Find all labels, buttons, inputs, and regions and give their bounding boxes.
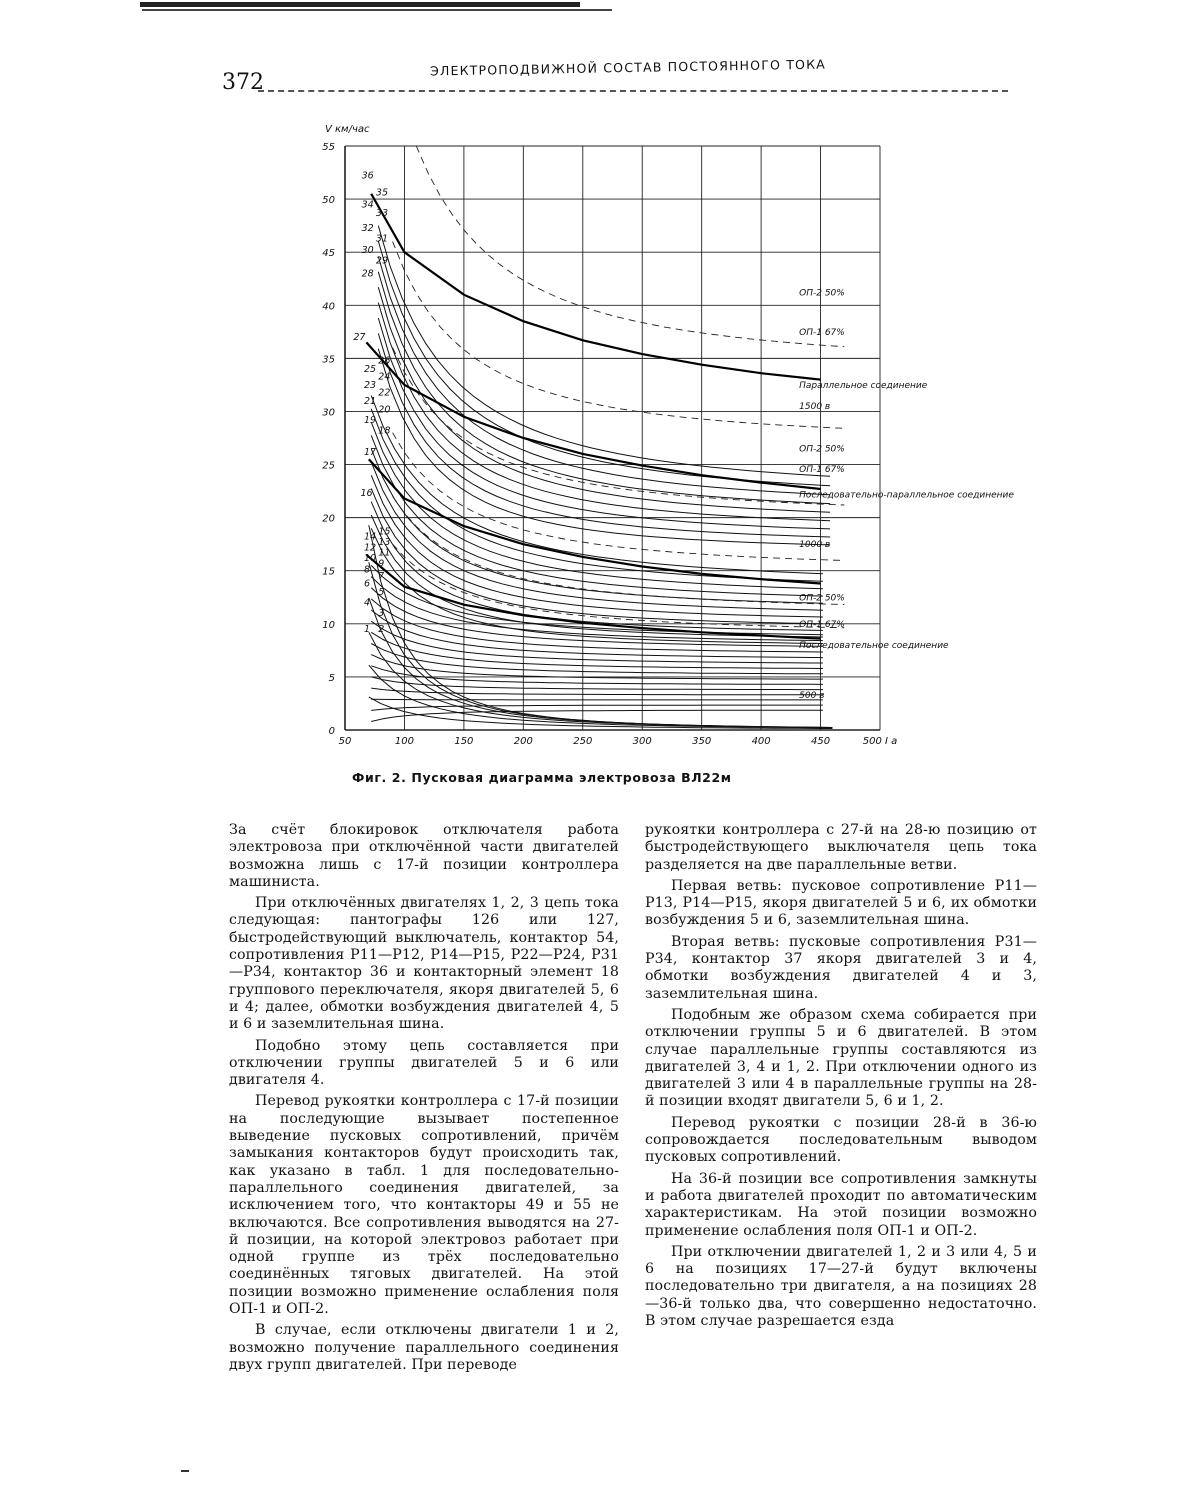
- side-label: ОП-2 50%: [799, 444, 845, 455]
- header-rule: [258, 90, 1008, 92]
- curve-label: 18: [378, 425, 391, 437]
- characteristic-curve: [371, 666, 823, 685]
- curve-label: 12: [364, 542, 377, 554]
- x-tick-label: 500 I а: [862, 736, 898, 747]
- curve-label: 9: [378, 558, 385, 570]
- characteristic-curve: [371, 422, 823, 589]
- characteristic-curve: [378, 272, 830, 504]
- x-tick-label: 100: [394, 736, 414, 747]
- y-tick-label: 10: [322, 619, 335, 631]
- characteristic-curve: [378, 287, 830, 512]
- side-label: ОП-1 67%: [799, 619, 845, 630]
- curve-label: 11: [378, 547, 391, 559]
- curve-label: 14: [364, 531, 377, 543]
- characteristic-curve: [371, 515, 823, 637]
- curve-label: 5: [378, 586, 385, 598]
- starting-diagram-chart: [290, 110, 1014, 770]
- x-tick-label: 150: [454, 736, 474, 747]
- characteristic-curve: [371, 705, 823, 710]
- automatic-characteristic: [371, 194, 820, 383]
- characteristic-curve: [378, 349, 830, 545]
- paragraph: При отключённых двигателях 1, 2, 3 цепь тока следующая: пантографы 126 или 127, быстродействующий выключатель, контактор 54, сопротивления P11—P12, P14—P15, P22—P24, P31—P34, контактор 36 и контакторный элемент 18 группового переключателя, якоря двигателей 5, 6 и 4; далее, обмотки возбуждения двигателей 4, 5 и 6 и заземлительная шина.: [229, 895, 619, 1033]
- curve-label: 4: [364, 597, 371, 609]
- characteristic-curve: [369, 525, 833, 728]
- text-column-left: [229, 822, 619, 1378]
- characteristic-curve: [369, 665, 833, 728]
- y-tick-label: 40: [322, 301, 335, 313]
- y-tick-label: 55: [322, 142, 335, 153]
- curve-label: 35: [375, 187, 389, 199]
- weakened-field-curve: [393, 544, 845, 628]
- curve-label: 31: [375, 233, 389, 245]
- curve-label: 27: [353, 332, 366, 344]
- curve-label: 30: [361, 245, 374, 257]
- text-column-right: [645, 822, 1037, 1334]
- characteristic-curve: [371, 655, 823, 680]
- curve-label: 7: [378, 571, 385, 583]
- side-label: ОП-1 67%: [799, 464, 845, 475]
- x-tick-label: 400: [751, 736, 771, 747]
- side-label: Последовательно-параллельное соединение: [799, 490, 1014, 501]
- curve-label: 17: [364, 446, 377, 458]
- curve-label: 6: [364, 578, 371, 590]
- paragraph: За счёт блокировок отключателя работа электровоза при отключённой части двигателей возможна лишь с 17-й позиции контроллера машиниста.: [229, 822, 619, 890]
- paragraph: Подобно этому цепь составляется при отключении группы двигателей 5 и 6 или двигателя 4.: [229, 1037, 619, 1089]
- characteristic-curve: [375, 241, 830, 486]
- side-label: 1500 в: [799, 402, 831, 413]
- curve-label: 29: [375, 255, 389, 267]
- starting-diagram-figure: [290, 110, 1014, 770]
- y-tick-label: 20: [322, 513, 335, 525]
- side-label: 500 в: [799, 690, 825, 701]
- curve-label: 25: [364, 363, 377, 375]
- y-tick-label: 25: [322, 460, 335, 472]
- y-tick-label: 30: [322, 407, 335, 419]
- y-tick-label: 50: [322, 195, 335, 207]
- side-label: Последовательное соединение: [799, 641, 949, 652]
- scan-edge-mark: [140, 2, 580, 7]
- y-axis-label: V км/час: [325, 124, 370, 135]
- curve-label: 10: [364, 552, 377, 564]
- page-number: 372: [222, 70, 264, 95]
- scan-edge-mark: [142, 9, 612, 11]
- paragraph: рукоятки контроллера с 27-й на 28-ю позицию от быстродействующего выключателя цепь тока разделяется на две параллельные ветви.: [645, 822, 1037, 873]
- curve-label: 34: [361, 199, 374, 211]
- paragraph: В случае, если отключены двигатели 1 и 2, возможно получение параллельного соединения двух групп двигателей. При переводе: [229, 1322, 619, 1373]
- curve-label: 15: [378, 526, 391, 538]
- paragraph: Перевод рукоятки контроллера с 17-й позиции на последующие вызывает постепенное выведение пусковых сопротивлений, причём замыкания контакторов будут происходить так, как указано в табл. 1 для последовательно-параллельного соединения двигателей, за исключением того, что контакторы 49 и 55 не включаются. Все сопротивления выводятся на 27-й позиции, на которой электровоз работает при одной группе из трёх последовательно соединённых тяговых двигателей. На этой позиции возможно применение ослабления поля ОП-1 и ОП-2.: [229, 1093, 619, 1318]
- running-head: ЭЛЕКТРОПОДВИЖНОЙ СОСТАВ ПОСТОЯННОГО ТОКА: [429, 56, 827, 79]
- figure-caption: Фиг. 2. Пусковая диаграмма электровоза ВЛ22м: [352, 770, 732, 785]
- side-label: ОП-2 50%: [799, 593, 845, 604]
- curve-label: 28: [361, 268, 374, 280]
- x-tick-label: 200: [513, 736, 533, 747]
- paragraph: На 36-й позиции все сопротивления замкнуты и работа двигателей проходит по автоматическим характеристикам. На этой позиции возможно применение ослабления поля ОП-1 и ОП-2.: [645, 1170, 1037, 1239]
- stray-mark: [181, 1470, 189, 1472]
- side-label: ОП-1 67%: [799, 327, 845, 338]
- curve-label: 16: [360, 488, 373, 500]
- curve-label: 2: [378, 624, 385, 636]
- x-tick-label: 300: [632, 736, 652, 747]
- curve-label: 32: [361, 222, 374, 234]
- curve-label: 8: [364, 564, 371, 576]
- curve-label: 22: [378, 387, 391, 399]
- weakened-field-curve: [416, 146, 844, 347]
- y-tick-label: 15: [322, 566, 335, 578]
- characteristic-curve: [371, 409, 823, 582]
- curve-label: 24: [378, 371, 391, 383]
- curve-label: 1: [364, 624, 371, 636]
- weakened-field-curve: [393, 242, 845, 429]
- paragraph: Вторая ветвь: пусковые сопротивления P31—P34, контактор 37 якоря двигателей 3 и 4, обмотки возбуждения двигателей 4 и 3, заземлительная шина.: [645, 933, 1037, 1002]
- curve-label: 26: [378, 355, 391, 367]
- x-tick-label: 250: [573, 736, 593, 747]
- curve-label: 36: [361, 170, 374, 182]
- x-tick-label: 50: [338, 736, 352, 747]
- paragraph: Подобным же образом схема собирается при отключении группы 5 и 6 двигателей. В этом случае параллельные группы составляются из двигателей 3, 4 и 1, 2. При отключении одного из двигателей 3 или 4 в параллельные группы на 28-й позиции входят двигатели 5, 6 и 1, 2.: [645, 1006, 1037, 1110]
- paragraph: При отключении двигателей 1, 2 и 3 или 4, 5 и 6 на позициях 17—27-й будут включены последовательно три двигателя, а на позициях 28—36-й только два, что совершенно недостаточно. В этом случае разрешается езда: [645, 1243, 1037, 1330]
- y-tick-label: 35: [322, 354, 335, 366]
- characteristic-curve: [371, 710, 823, 721]
- curve-label: 20: [378, 404, 391, 416]
- curve-label: 3: [378, 608, 385, 620]
- paragraph: Первая ветвь: пусковое сопротивление P11—P13, P14—P15, якоря двигателей 5 и 6, их обмотки возбуждения 5 и 6, заземлительная шина.: [645, 877, 1037, 929]
- x-tick-label: 450: [811, 736, 831, 747]
- characteristic-curve: [378, 318, 830, 529]
- x-tick-label: 350: [692, 736, 712, 747]
- curve-label: 33: [375, 207, 389, 219]
- y-tick-label: 5: [328, 672, 335, 684]
- y-tick-label: 45: [322, 248, 335, 260]
- curve-label: 19: [364, 414, 377, 426]
- curve-label: 23: [364, 379, 377, 391]
- side-label: ОП-2 50%: [799, 288, 845, 299]
- side-label: Параллельное соединение: [799, 380, 928, 391]
- paragraph: Перевод рукоятки с позиции 28-й в 36-ю сопровождается последовательным выводом пусковых сопротивлений.: [645, 1114, 1037, 1166]
- characteristic-curve: [371, 396, 823, 574]
- y-tick-label: 0: [328, 726, 335, 737]
- curve-label: 13: [378, 537, 391, 549]
- curve-label: 21: [364, 395, 377, 407]
- automatic-characteristic: [366, 342, 820, 489]
- side-label: 1000 в: [799, 540, 831, 551]
